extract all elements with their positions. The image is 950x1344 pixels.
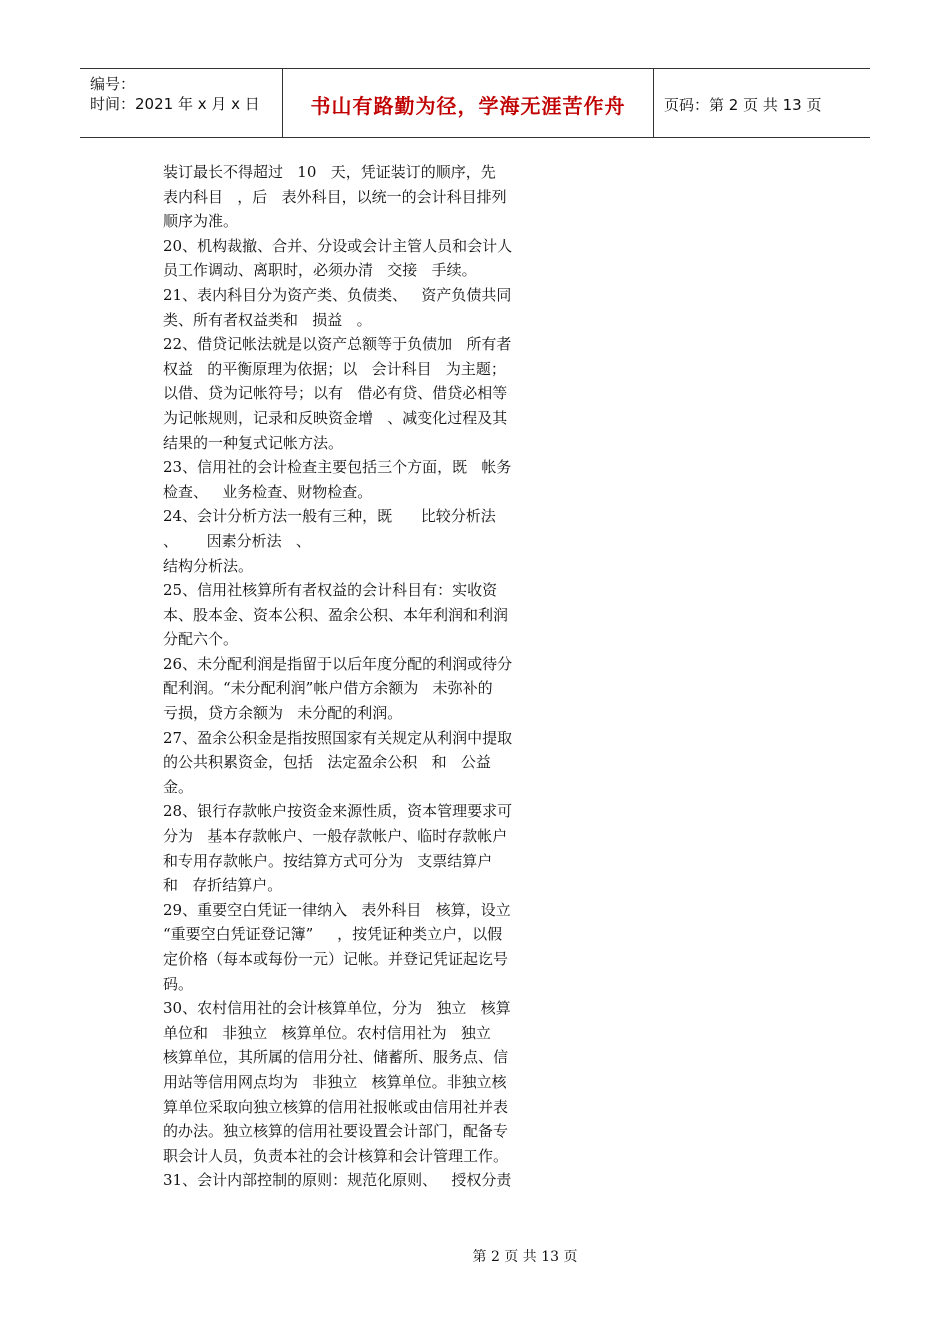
number-label: 编号：: [90, 75, 136, 93]
text-line: 顺序为准。: [163, 212, 239, 231]
text-line: 和专用存款帐户。按结算方式可分为 支票结算户: [163, 851, 493, 870]
text-line: 22、借贷记帐法就是以资产总额等于负债加 所有者: [163, 335, 512, 354]
text-line: 金。: [163, 777, 194, 796]
text-line: 员工作调动、离职时，必须办清 交接 手续。: [163, 261, 477, 280]
text-line: 、 因素分析法 、: [163, 531, 311, 550]
text-line: 分为 基本存款帐户、一般存款帐户、临时存款帐户: [163, 827, 508, 846]
text-line: 类、所有者权益类和 损益 。: [163, 310, 372, 329]
text-line: 检查、 业务检查、财物检查。: [163, 482, 373, 501]
header-middle-cell: [283, 69, 654, 137]
text-line: 亏损，贷方余额为 未分配的利润。: [163, 704, 403, 723]
header-left-cell: [80, 69, 283, 137]
text-line: 结构分析法。: [163, 556, 254, 575]
page-header: [80, 68, 870, 138]
text-line: 权益 的平衡原理为依据；以 会计科目 为主题；: [163, 359, 506, 378]
text-line: 码。: [163, 974, 194, 993]
text-line: 定价格（每本或每份一元）记帐。并登记凭证起讫号: [163, 950, 509, 968]
text-line: 算单位采取向独立核算的信用社报帐或由信用社并表: [163, 1097, 509, 1116]
text-line: 25、信用社核算所有者权益的会计科目有：实收资: [163, 581, 498, 600]
text-line: 结果的一种复式记帐方法。: [163, 433, 344, 452]
body-text: [163, 160, 563, 1193]
page-label: 页码：第 2 页 共 13 页: [664, 96, 822, 114]
text-line: 29、重要空白凭证一律纳入 表外科目 核算，设立: [163, 900, 511, 919]
text-line: 28、银行存款帐户按资金来源性质，资本管理要求可: [163, 802, 513, 821]
text-line: 本、股本金、资本公积、盈余公积、本年利润和利润: [163, 605, 509, 624]
text-line: 表内科目 ，后 表外科目，以统一的会计科目排列: [163, 187, 507, 206]
text-line: 分配六个。: [163, 630, 239, 649]
time-label: 时间：2021 年 x 月 x 日: [90, 95, 260, 113]
motto-text: 书山有路勤为径，学海无涯苦作舟: [310, 94, 626, 118]
text-line: 的公共积累资金，包括 法定盈余公积 和 公益: [163, 753, 491, 772]
text-line: 30、农村信用社的会计核算单位，分为 独立 核算: [163, 999, 511, 1018]
text-line: 职会计人员，负责本社的会计核算和会计管理工作。: [163, 1146, 509, 1165]
text-line: 以借、贷为记帐符号；以有 借必有贷、借贷必相等: [163, 384, 508, 403]
text-line: 装订最长不得超过 10 天，凭证装订的顺序，先: [163, 163, 496, 181]
text-line: “重要空白凭证登记簿” ，按凭证种类立户，以假: [163, 925, 503, 944]
text-line: 20、机构裁撤、合并、分设或会计主管人员和会计人: [163, 236, 513, 255]
page-footer: [0, 1246, 950, 1266]
text-line: 用站等信用网点均为 非独立 核算单位。非独立核: [163, 1072, 507, 1091]
text-line: 配利润。“未分配利润”帐户借方余额为 未弥补的: [163, 679, 493, 698]
header-right-cell: [654, 69, 870, 137]
text-line: 21、表内科目分为资产类、负债类、 资产负债共同: [163, 285, 512, 304]
text-line: 23、信用社的会计检查主要包括三个方面，既 帐务: [163, 458, 512, 477]
text-line: 24、会计分析方法一般有三种，既 比较分析法: [163, 507, 496, 526]
text-line: 单位和 非独立 核算单位。农村信用社为 独立: [163, 1023, 491, 1042]
text-line: 31、会计内部控制的原则：规范化原则、 授权分责: [163, 1171, 512, 1190]
text-line: 和 存折结算户。: [163, 876, 283, 895]
text-line: 核算单位，其所属的信用分社、储蓄所、服务点、信: [163, 1048, 509, 1067]
text-line: 27、盈余公积金是指按照国家有关规定从利润中提取: [163, 728, 513, 747]
text-line: 为记帐规则，记录和反映资金增 、减变化过程及其: [163, 408, 508, 427]
footer-page-number: 第 2 页 共 13 页: [472, 1249, 578, 1265]
text-line: 26、未分配利润是指留于以后年度分配的利润或待分: [163, 654, 513, 673]
text-line: 的办法。独立核算的信用社要设置会计部门，配备专: [163, 1122, 509, 1141]
